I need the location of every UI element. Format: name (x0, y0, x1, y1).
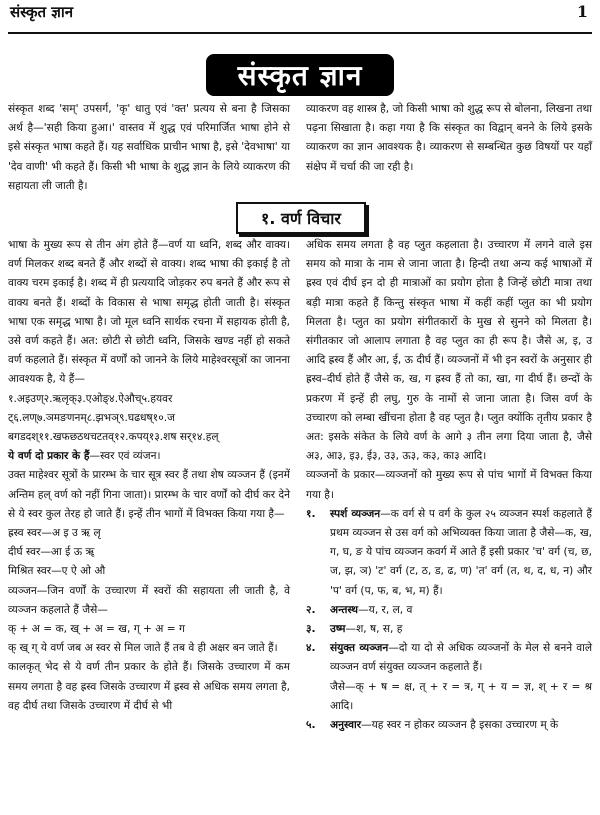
title-banner (206, 54, 394, 96)
paragraph: भाषा के मुख्य रूप से तीन अंग होते हैं—वर्ण या ध्वनि, शब्द और वाक्य। वर्ण मिलकर शब्द बनते हैं और शब्दों से वाक्य। शब्द भाषा की इकाई है तो वाक्य चरम इकाई है। शब्द में ही प्रत्ययादि जोड़कर रुप बनते हैं और रूप से वाक्य बनते हैं। शब्दों के विकास से भाषा समृद्ध होती जाती है। संस्कृत भाषा एक समृद्ध भाषा है। जो मूल ध्वनि सार्थक रचना में सहायक होती है, उसे वर्ण कहते हैं। अत: छोटी से छोटी ध्वनि, जिसके खण्ड नहीं हो सकते वर्ण कहलाते हैं। संस्कृत में वर्णों को जानने के लिये माहेश्वरसूत्रों का जानना आवश्यक है, ये हैं— (8, 239, 290, 386)
right-column (306, 236, 592, 735)
item-number: १. (306, 507, 316, 520)
list-item (306, 716, 592, 735)
maheshwar-sutras: १.अइउण्२.ऋलृक्३.एओङ्४.ऐऔच्५.हयवर ट्६.लण्७.ञमङणनम्८.झभञ्९.घढधष्१०.ज बगडदश्११.खफछठथचटतव्१२.कपय्१३.शष सर्१४.हल् (8, 392, 219, 444)
page-title: संस्कृत ज्ञान (237, 59, 363, 92)
item-title: स्पर्श व्यञ्जन (330, 507, 381, 520)
item-text (330, 620, 592, 639)
paragraph: व्यञ्जनों के प्रकार—व्यञ्जनों को मुख्य रूप से पांच भागों में विभक्त किया गया है। (306, 469, 592, 501)
intro-left (8, 100, 290, 196)
list-item (306, 505, 592, 601)
list-item (306, 601, 592, 620)
item-text (330, 716, 592, 735)
varna-types-bold: ये वर्ण दो प्रकार के हैं (8, 450, 90, 463)
section-heading: १. वर्ण विचार (236, 202, 366, 234)
item-number: ५. (306, 719, 316, 732)
item-text (330, 601, 592, 620)
item-text (330, 639, 592, 677)
left-column (8, 236, 290, 716)
intro-left-text: संस्कृत शब्द 'सम्' उपसर्ग, 'कृ' धातु एवं 'क्त' प्रत्यय से बना है जिसका अर्थ है—'सही किया हुआ।' वास्तव में शुद्ध एवं परिमार्जित भाषा होने से इसे संस्कृत भाषा कहते हैं। यह सर्वाधिक प्राचीन भाषा है, इसे 'देवभाषा' या 'देव वाणी' भी कहते हैं। किसी भी भाषा के शुद्ध ज्ञान के लिये व्याकरण की सहायता ली जाती है। (8, 103, 290, 192)
intro-right (306, 100, 592, 177)
paragraph: अधिक समय लगता है वह प्लुत कहलाता है। उच्चारण में लगने वाले इस समय को मात्रा के नाम से जाना जाता है। हिन्दी तथा अन्य कई भाषाओं में ह्रस्व एवं दीर्घ इन दो ही मात्राओं का प्रयोग होता है जिन्हें छोटी मात्रा तथा बड़ी मात्रा कहते हैं किन्तु संस्कृत भाषा में कहीं कहीं प्लुत का भी प्रयोग मिलता है। प्लुत का प्रयोग संगीतकारों के मुख से सुनने को मिलता है। संगीतकार जो आलाप लगाता है वह प्लुत का ही रूप है। जैसे अ, इ, उ आदि ह्रस्व हैं और आ, ई, ऊ दीर्घ हैं। व्यञ्जनों में भी इन स्वरों के अनुसार ही ह्रस्व–दीर्घ होते हैं जैसे क, ख, ग ह्रस्व हैं तो का, खा, गा दीर्घ हैं। छन्दों के प्रकरण में इन्हें ही लघु, गुरु के नामों से जाना जाता है। जिस वर्ण के उच्चारण को लम्बा खींचना होता है वह प्लुत है। प्लुत क्योंकि तृतीय प्रकार है अत: इसके संकेत के लिये वर्ण के आगे ३ तीन लगा दिया जाता है, जैसे अ३, आ३, इ३, ई३, उ३, ऊ३, क३, का३ आदि। (306, 239, 592, 463)
item-body: —दो या दो से अधिक व्यञ्जनों के मेल से बनने वाले व्यञ्जन वर्ण संयुक्त व्यञ्जन कहलाते हैं। (330, 642, 593, 674)
vyanjan-types-list (306, 505, 592, 735)
item-title: संयुक्त व्यञ्जन (330, 642, 389, 655)
item-body: —य, र, ल, व (358, 603, 413, 616)
paragraph: उक्त माहेश्वर सूत्रों के प्रारम्भ के चार सूत्र स्वर हैं तथा शेष व्यञ्जन हैं (इनमें अन्तिम हल् वर्ण को नहीं गिना जाता)। प्रारम्भ के चार वर्णों को दीर्घ कर देने से ये स्वर कुल तेरह हो जाते हैं। इन्हें तीन भागों में विभक्त किया गया है— (8, 469, 290, 520)
item-body: —क वर्ग से प वर्ग के कुल २५ व्यञ्जन स्पर्श कहलाते हैं प्रथम व्यञ्जन से उस वर्ग को अभिव्यक्त किया जाता है जैसे—क, ख, ग, घ, ङ ये पांच व्यञ्जन कवर्ग में आते हैं इसी प्रकार 'च' वर्ग (च, छ, ज, झ, ञ) 'ट' वर्ग (ट, ठ, ड, ढ, ण) 'त' वर्ग (त, थ, द, ध, न) और 'प' वर्ग (प, फ, ब, भ, म) हैं। (330, 507, 592, 597)
dirgha-list: दीर्घ स्वर—आ ई ऊ ॠ (8, 546, 95, 559)
item-text (330, 678, 592, 716)
item-body: —श, ष, स, ह (345, 623, 403, 636)
item-number: ४. (306, 642, 316, 655)
hrasva-list: ह्रस्व स्वर—अ इ उ ऋ लृ (8, 527, 101, 540)
page-number: 1 (576, 2, 588, 21)
item-number (306, 678, 330, 716)
item-title: उष्म (330, 623, 346, 636)
item-number: २. (306, 603, 316, 616)
list-item (306, 620, 592, 639)
list-item (306, 678, 592, 716)
mishrit-list: मिश्रित स्वर—ए ऐ ओ औ (8, 565, 106, 578)
item-title: अनुस्वार (330, 719, 362, 732)
item-body: जैसे—क् + ष = क्ष, त् + र = त्र, ग् + य = ज्ञ, श् + र = श्र आदि। (330, 680, 592, 712)
varna-types-rest: —स्वर एवं व्यंजन। (89, 450, 161, 463)
item-number: ३. (306, 623, 316, 636)
item-text (330, 505, 592, 601)
item-body: —यह स्वर न होकर व्यञ्जन है इसका उच्चारण म् के (361, 719, 559, 732)
header-rule (8, 32, 592, 34)
item-title: अन्तस्थ (330, 603, 359, 616)
example-note: क् ख् ग् ये वर्ण जब अ स्वर से मिल जाते हैं तब वे ही अक्षर बन जाते हैं। (8, 642, 278, 655)
paragraph: कालकृत् भेद से ये वर्ण तीन प्रकार के होते हैं। जिसके उच्चारण में कम समय लगता है वह ह्रस्व जिसके उच्चारण में ह्रस्व से अधिक समय लगता है, वह दीर्घ तथा जिसके उच्चारण में दीर्घ से भी (8, 661, 290, 712)
running-head: संस्कृत ज्ञान (10, 3, 74, 21)
varna-types (8, 447, 290, 466)
example: क् + अ = क, ख् + अ = ख, ग् + अ = ग (8, 623, 185, 636)
list-item (306, 639, 592, 677)
vyanjan-definition: व्यञ्जन—जिन वर्णों के उच्चारण में स्वरों की सहायता ली जाती है, वे व्यञ्जन कहलाते हैं जैसे— (8, 584, 290, 616)
intro-right-text: व्याकरण वह शास्त्र है, जो किसी भाषा को शुद्ध रूप से बोलना, लिखना तथा पढ़ना सिखाता है। कहा गया है कि संस्कृत का विद्वान् बनने के लिये इसके व्याकरण का ज्ञान आवश्यक है। व्याकरण से सम्बन्धित कुछ विषयों पर यहाँ संक्षेप में चर्चा की जा रही है। (306, 103, 592, 173)
